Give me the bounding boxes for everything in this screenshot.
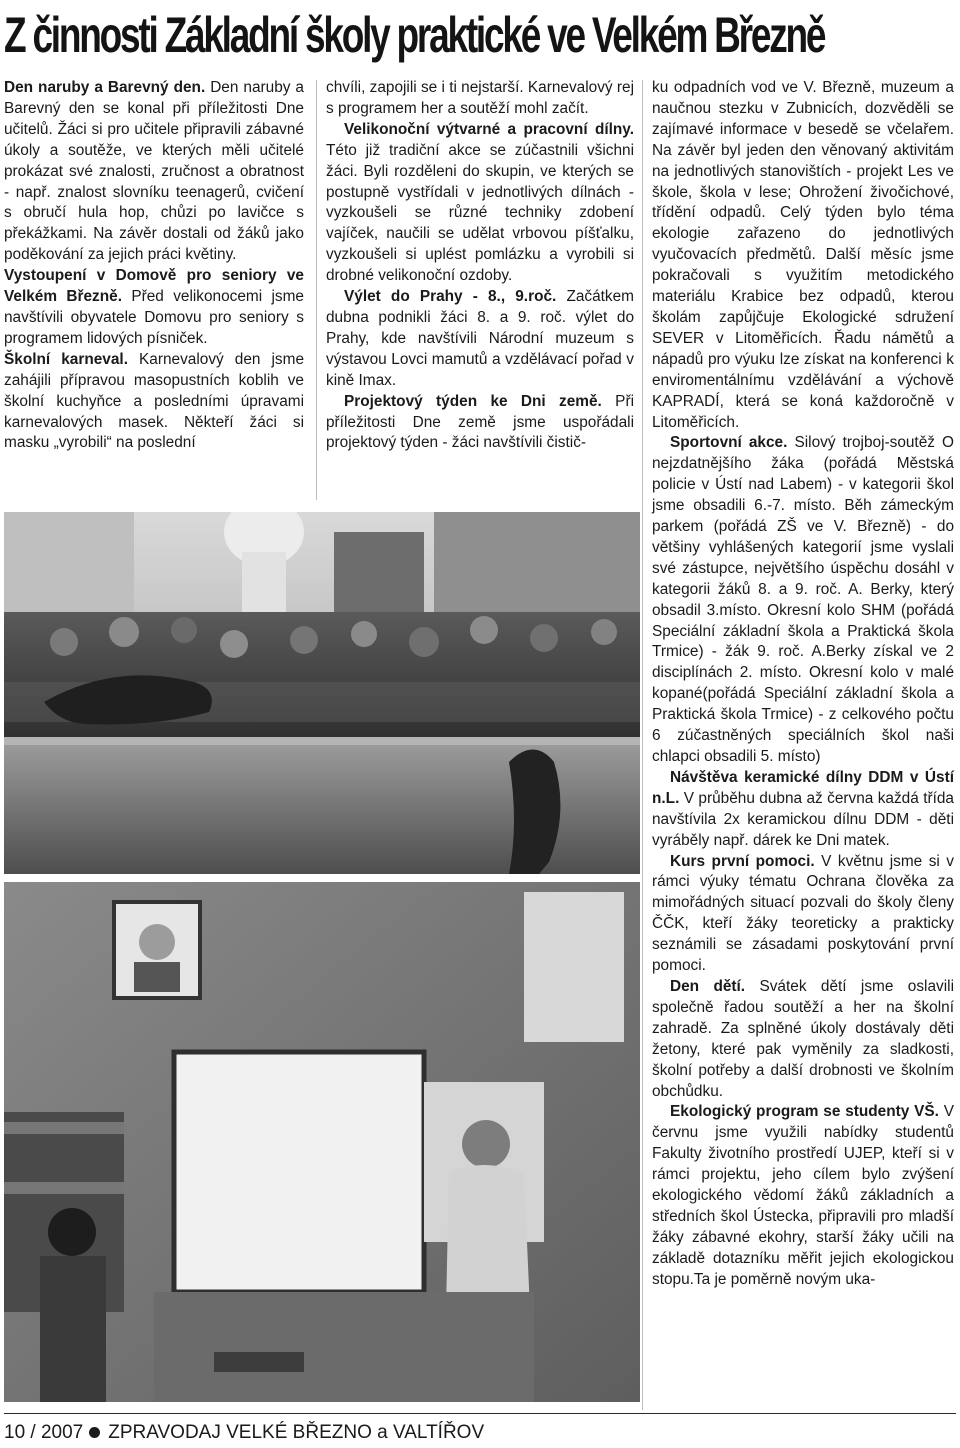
paragraph-text: chvíli, zapojili se i ti nejstarší. Karnevalový rej s programem her a soutěží mohl začít. — [326, 79, 634, 117]
paragraph-skolni-karneval — [4, 350, 304, 455]
paragraph-heading: Den naruby a Barevný den. — [4, 79, 206, 96]
paragraph-sportovni-akce — [652, 433, 954, 768]
page-footer — [4, 1420, 956, 1446]
paragraph-text: V červnu jsme využili nabídky studentů Fakulty životního prostředí UJEP, kteří si v rámci projektu, jeho cílem bylo zvýšení ekologického vědomí žáků základních a středních škol Ústecka, připravili pro mladší žáky zábavné ekohry, starší žáky učili na základě dotazníku měřit jejich ekologickou stopu.Ta je poměrně novým uka- — [652, 1103, 954, 1288]
paragraph-ekologicky-program — [652, 1102, 954, 1290]
paragraph-text: ku odpadních vod ve V. Březně, muzeum a naučnou stezku v Zubnicích, dozvěděli se zajímavé informace v besedě se včelařem. Na závěr byl jeden den věnovaný aktivitám na jednotlivých stanovištích - projekt Les ve škole, škola v lese; Ohrožení živočichové, třídění odpadů. Celý týden bylo téma ekologie zařazeno do jednotlivých vyučovacích předmětů. Další měsíc jsme pokračovali s využitím metodického materiálu Krabice bez odpadů, kterou školám zapůjčuje Ekologické sdružení SEVER v Litoměřicích. Řadu námětů a nápadů pro výuku lze získat na konferenci k enviromentálnímu vzdělávání a výchově KAPRADÍ, která se koná každoročně v Litoměřicích. — [652, 79, 954, 431]
paragraph-heading: Kurs první pomoci. — [670, 852, 815, 870]
bullet-icon — [89, 1427, 100, 1438]
paragraph-projektovy-tyden-continued — [652, 78, 954, 433]
paragraph-heading: Projektový týden ke Dni země. — [344, 392, 602, 410]
paragraph-heading: Velikonoční výtvarné a pracovní dílny. — [344, 120, 634, 138]
paragraph-text: Před velikonocemi jsme navštívili obyvatele Domovu pro seniory s programem lidových písniček. — [4, 288, 304, 347]
paragraph-text: Při příležitosti Dne země jsme uspořádali projektový týden - žáci navštívili čistič- — [326, 392, 634, 452]
paragraph-text: Svátek dětí jsme oslavili společně řadou soutěží a her na školní zahradě. Za splněné úkoly dostávaly děti žetony, které pak vyměnily za sladkosti, školní potřeby a další drobnosti ve školním obchůdku. — [652, 977, 954, 1100]
paragraph-heading: Sportovní akce. — [670, 434, 788, 452]
publication-name: ZPRAVODAJ VELKÉ BŘEZNO a VALTÍŘOV — [108, 1422, 485, 1443]
paragraph-den-deti — [652, 977, 954, 1102]
paragraph-vylet-praha — [326, 287, 634, 392]
photo-zoo-sea-lions — [4, 512, 640, 874]
column-divider — [316, 80, 317, 500]
paragraph-text: Této již tradiční akce se zúčastnili všichni žáci. Byli rozděleni do skupin, ve kterých se postupně vystřídali v jednotlivých dílnách - vyzkoušeli se různé techniky zdobení vajíček, naučili se udělat vrbovou píšťalku, vyzkoušeli si uplést pomlázku a vyrobili si drobné velikonoční ozdoby. — [326, 141, 634, 285]
paragraph-text: Silový trojboj-soutěž O nejzdatnějšího žáka (pořádá Městská policie v Ústí nad Labem) - v kategorii škol jsme obsadili 6.-7. místo. Běh zámeckým parkem (pořádá ZŠ ve V. Březně) - do většiny vyhlášených kategorií jsme vyslali své zástupce, největšího úspěchu dosáhl v kategorii žáků 8. a 9. roč. A. Berky, který obsadil 3.místo. Okresní kolo SHM (pořádá Speciální základní škola a Praktická škola Trmice) - žák 9. roč. A.Berky získal ve 2 disciplínách 2. místo. Okresní kolo v malé kopané(pořádá Speciální základní škola a Praktická škola Trmice) - z celkového počtu 6 zúčastněných speciálních škol naši chlapci obsadili 5. místo) — [652, 434, 954, 765]
paragraph-heading: Školní karneval. — [4, 350, 128, 368]
page-title: Z činnosti Základní školy praktické ve Velkém Březně — [4, 7, 825, 63]
paragraph-karneval-continued — [326, 78, 634, 120]
paragraph-vystoupeni-domov — [4, 266, 304, 350]
paragraph-projektovy-tyden — [326, 392, 634, 455]
article-column-1 — [4, 78, 304, 454]
paragraph-text: Začátkem dubna podnikli žáci 8. a 9. roč. výlet do Prahy, kde navštívili Národní muzeum s výstavou Lovci mamutů a vzdělávací pořad v kině Imax. — [326, 288, 635, 389]
article-column-3 — [652, 78, 954, 1291]
photo-classroom-graphic — [4, 882, 640, 1402]
paragraph-kurs-prvni-pomoci — [652, 852, 954, 977]
footer-rule — [4, 1413, 956, 1414]
paragraph-keramicka-dilna — [652, 768, 954, 852]
paragraph-text: Karnevalový den jsme zahájili přípravou masopustních koblih ve školní kuchyňce a posledními úpravami karnevalových masek. Někteří žáci si masku „vyrobili“ na poslední — [4, 350, 304, 452]
paragraph-text: Den naruby a Barevný den se konal při příležitosti Dne učitelů. Žáci si pro učitele připravili zábavné úkoly a soutěže, ve kterých měli učitelé prokázat své znalosti, zručnost a obratnost - např. znalost slovníku teenagerů, cvičení s obručí hula hop, chůzi po lavičce s překážkami. Na závěr dostali od žáků jako poděkování za jejich práci květiny. — [4, 79, 304, 264]
issue-number: 10 / 2007 — [4, 1422, 84, 1443]
article-column-2 — [326, 78, 634, 454]
photo-zoo-sea-lions-graphic — [4, 512, 640, 874]
paragraph-heading: Den dětí. — [670, 977, 746, 995]
paragraph-velikonocni-dilny — [326, 120, 634, 287]
paragraph-den-naruby — [4, 78, 304, 266]
paragraph-text: V průběhu dubna až června každá třída navštívila 2x keramickou dílnu DDM - děti vyráběly např. dárek ke Dni matek. — [652, 789, 954, 849]
paragraph-heading: Výlet do Prahy - 8., 9.roč. — [344, 288, 557, 306]
paragraph-heading: Ekologický program se studenty VŠ. — [670, 1103, 939, 1121]
paragraph-text: V květnu jsme si v rámci výuky tématu Ochrana člověka za mimořádných situací pozvali do školy členy ČČK, kteří žáky teoreticky a prakticky seznámili se zásadami poskytování první pomoci. — [652, 852, 955, 975]
paragraph-heading: Vystoupení v Domově pro seniory ve Velkém Březně. — [4, 267, 304, 306]
photo-classroom — [4, 882, 640, 1402]
paragraph-heading: Návštěva keramické dílny DDM v Ústí n.L. — [652, 768, 954, 807]
column-divider — [642, 80, 643, 1410]
